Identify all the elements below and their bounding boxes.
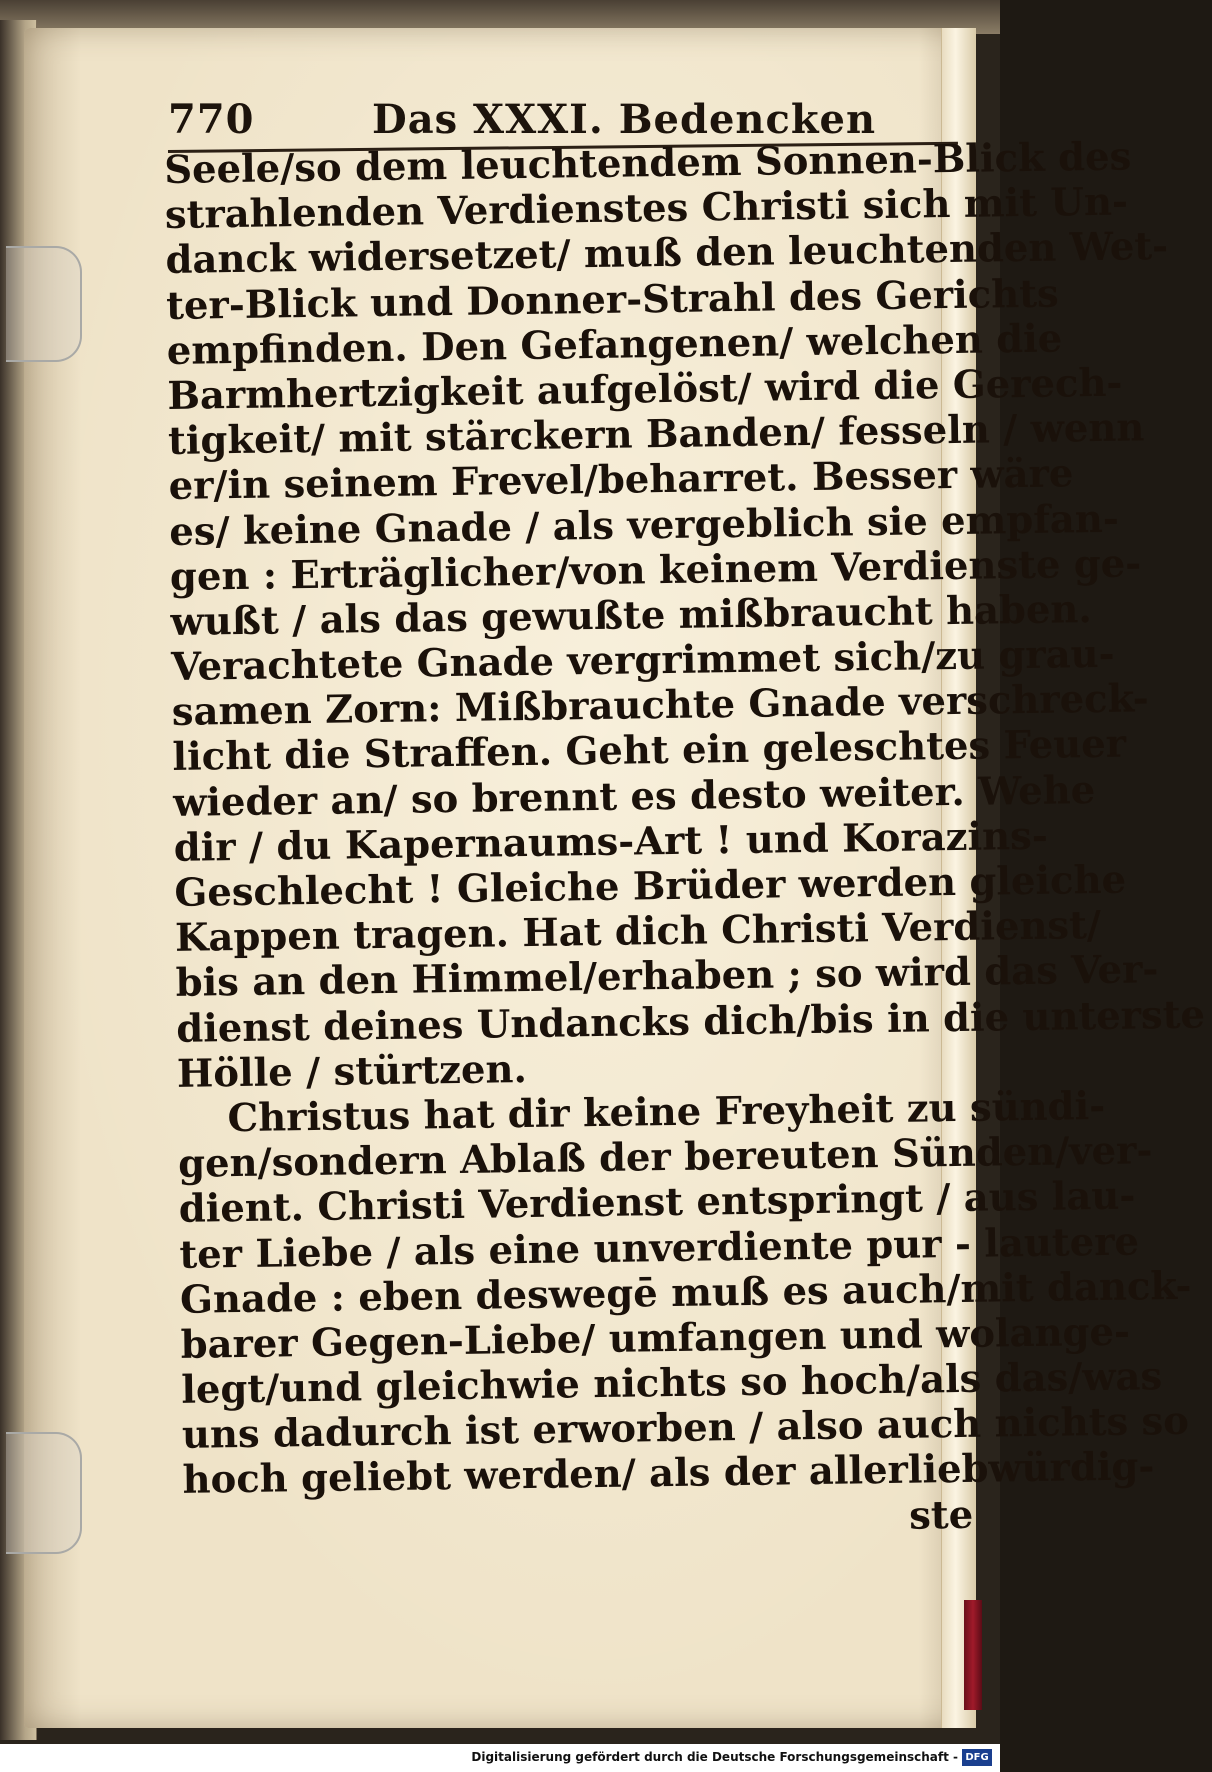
page-number: 770 [168,96,255,143]
text-line: strahlenden Verdienstes Christi sich mit Un- [164,179,1129,239]
text-line: er/in seinem Frevel/beharret. Besser wäre [168,451,1074,510]
paragraph-first-line: Christus hat dir keine Freyheit zu sündi- [227,1083,1106,1142]
text-line: Geschlecht ! Gleiche Brüder werden gleiche [174,857,1127,916]
text-line: wußt / als das gewußte mißbraucht haben. [170,586,1093,645]
text-line: samen Zorn: Mißbrauchte Gnade verschreck- [171,676,1149,736]
text-line: gen : Erträglicher/von keinem Verdienste ge- [169,541,1142,600]
text-line: empfinden. Den Gefangenen/ welchen die [166,316,1063,374]
text-line: bis an den Himmel/erhaben ; so wird das Ver- [175,947,1159,1007]
text-line: hoch geliebt werden/ als der allerliebwürdig- [182,1444,1155,1504]
text-line: tigkeit/ mit stärckern Banden/ fesseln / wenn [167,405,1145,465]
text-line: Seele/so dem leuchtendem Sonnen-Blick des [164,134,1132,193]
text-line: dir / du Kapernaums-Art ! und Korazins- [173,813,1049,871]
digitization-footer [0,1744,1000,1772]
text-line: Kappen tragen. Hat dich Christi Verdienst/ [174,903,1102,962]
text-line: ter Liebe / als eine unverdiente pur - lautere [179,1218,1140,1278]
text-line: Barmhertzigkeit aufgelöst/ wird die Gerech- [167,360,1123,419]
running-head: Das XXXI. Bedencken [372,96,877,143]
catchword: ste [908,1492,974,1539]
text-line: barer Gegen-Liebe/ umfangen und wolange- [180,1309,1131,1368]
text-line: legt/und gleichwie nichts so hoch/als das/was [181,1354,1163,1413]
text-line: gen/sondern Ablaß der bereuten Sünden/ver- [177,1128,1153,1188]
text-line: es/ keine Gnade / als vergeblich sie empfan- [169,496,1120,555]
text-line: wieder an/ so brennt es desto weiter. Wehe [172,767,1096,826]
bookmark-ribbon [964,1600,982,1710]
body-text [164,134,1206,1549]
text-line: Verachtete Gnade vergrimmet sich/zu grau- [170,631,1115,691]
text-line: uns dadurch ist erworben / also auch nichts so [181,1399,1190,1459]
text-line: Gnade : eben deswegē muß es auch/mit danck- [179,1263,1192,1323]
funding-credit: Digitalisierung gefördert durch die Deutsche Forschungsgemeinschaft - [471,1750,958,1764]
text-line: ter-Blick und Donner-Strahl des Gerichts [165,271,1059,329]
text-line: Hölle / stürtzen. [176,1046,528,1097]
text-line: danck widersetzet/ muß den leuchtenden Wet- [165,224,1169,284]
dfg-logo-icon: DFG [962,1749,992,1766]
scan-clip-top [6,246,82,362]
text-line: licht die Straffen. Geht ein geleschtes Feuer [172,722,1127,781]
text-line: dient. Christi Verdienst entspringt / aus lau- [178,1173,1136,1233]
scan-clip-bottom [6,1432,82,1554]
text-line: dienst deines Undancks dich/bis in die unterste [175,992,1206,1052]
